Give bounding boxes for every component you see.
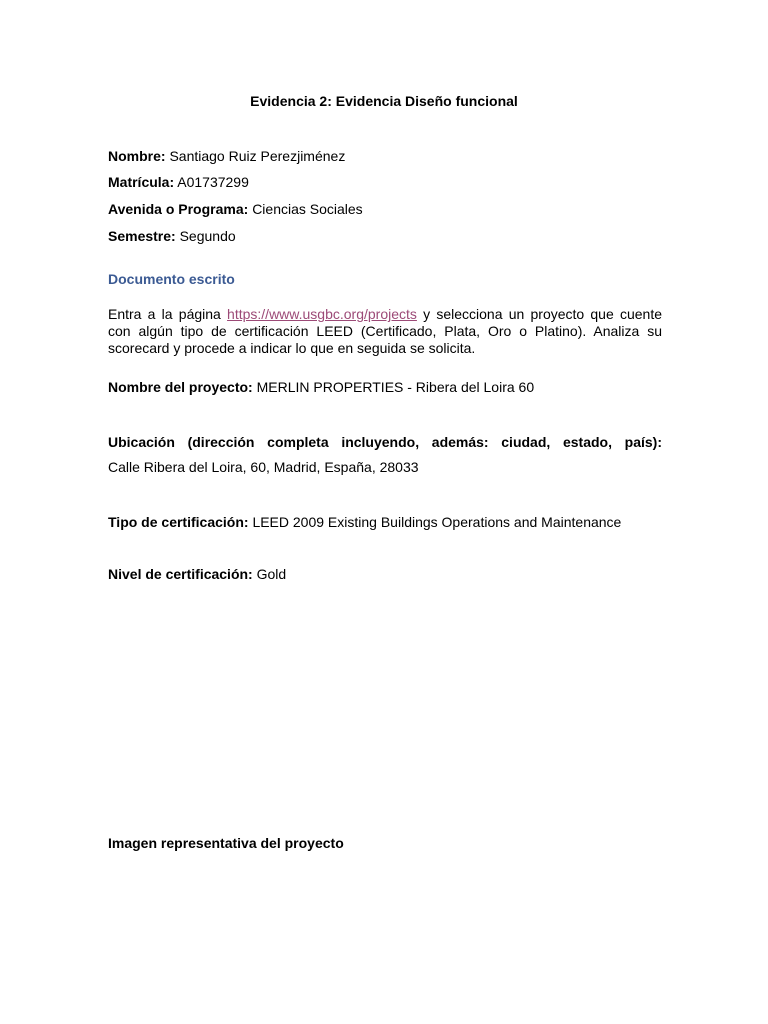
project-name-label: Nombre del proyecto: xyxy=(108,379,253,395)
instructions-paragraph xyxy=(108,306,662,357)
student-id-line xyxy=(108,174,249,190)
student-name-label: Nombre: xyxy=(108,148,166,164)
student-name-line xyxy=(108,148,345,164)
project-image-label: Imagen representativa del proyecto xyxy=(108,835,344,851)
cert-level-value: Gold xyxy=(256,566,287,582)
student-semester-value: Segundo xyxy=(179,228,236,244)
cert-level-label: Nivel de certificación: xyxy=(108,566,253,582)
student-semester-line xyxy=(108,228,236,244)
student-name-value: Santiago Ruiz Perezjiménez xyxy=(169,148,346,164)
usgbc-projects-link[interactable]: https://www.usgbc.org/projects xyxy=(227,306,417,322)
cert-type-label: Tipo de certificación: xyxy=(108,514,249,530)
section-heading: Documento escrito xyxy=(108,271,235,287)
document-title: Evidencia 2: Evidencia Diseño funcional xyxy=(250,93,518,109)
student-id-label: Matrícula: xyxy=(108,174,175,190)
student-id-value: A01737299 xyxy=(177,174,249,190)
project-name-value: MERLIN PROPERTIES - Ribera del Loira 60 xyxy=(256,379,535,395)
instructions-after-link: y selecciona un proyecto que cuente con algún tipo de certificación LEED (Certificado, Plata, Oro o Platino). Analiza su scorecard y procede a indicar lo que en seguida se solicita. xyxy=(108,306,663,356)
project-location-label: Ubicación (dirección completa incluyendo, además: ciudad, estado, país): xyxy=(108,434,662,450)
cert-level-line xyxy=(108,566,286,582)
student-program-label: Avenida o Programa: xyxy=(108,201,249,217)
project-name-line xyxy=(108,379,534,395)
project-location-value: Calle Ribera del Loira, 60, Madrid, España, 28033 xyxy=(108,459,419,475)
student-program-value: Ciencias Sociales xyxy=(252,201,363,217)
student-semester-label: Semestre: xyxy=(108,228,176,244)
instructions-before-link: Entra a la página xyxy=(108,306,228,322)
cert-type-line xyxy=(108,514,621,530)
student-program-line xyxy=(108,201,363,217)
cert-type-value: LEED 2009 Existing Buildings Operations and Maintenance xyxy=(252,514,622,530)
